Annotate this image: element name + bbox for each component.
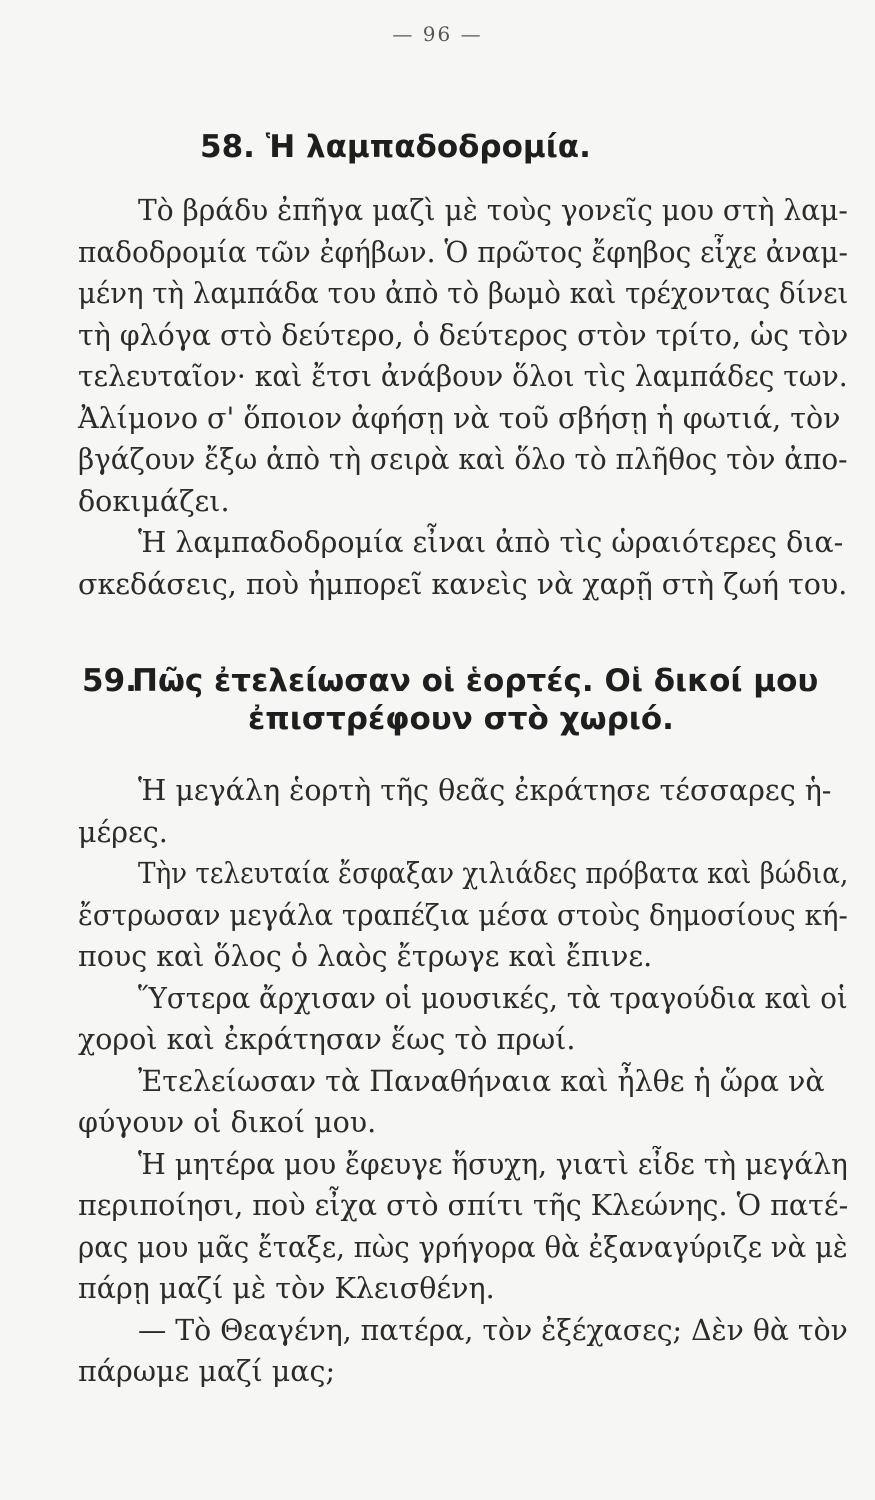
- section-58-heading: [200, 128, 835, 166]
- text-line: μένη τὴ λαμπάδα του ἀπὸ τὸ βωμὸ καὶ τρέχοντας δίνει: [78, 277, 849, 310]
- section-58-title: Ἡ λαμπαδοδρομία.: [265, 129, 591, 165]
- text-line: τὴ φλόγα στὸ δεύτερο, ὁ δεύτερος στὸν τρίτο, ὡς τὸν: [78, 318, 849, 352]
- paragraph: [78, 853, 848, 978]
- text-line: Ἡ μεγάλη ἑορτὴ τῆς θεᾶς ἐκράτησε τέσσαρες ἡ-: [138, 774, 832, 807]
- text-line: περιποίησι, ποὺ εἶχα στὸ σπίτι τῆς Κλεώνης. Ὁ πατέ-: [78, 1189, 849, 1222]
- text-line: πάρῃ μαζί μὲ τὸν Κλεισθένη.: [78, 1272, 495, 1305]
- text-line: φύγουν οἱ δικοί μου.: [78, 1106, 377, 1139]
- text-line: σκεδάσεις, ποὺ ἠμπορεῖ κανεὶς νὰ χαρῇ στὴ ζωή του.: [78, 567, 848, 601]
- text-line: δοκιμάζει.: [78, 484, 230, 518]
- text-line: Ὕστερα ἄρχισαν οἱ μουσικές, τὰ τραγούδια καὶ οἱ: [138, 981, 848, 1015]
- text-line: — Τὸ Θεαγένη, πατέρα, τὸν ἐξέχασες; Δὲν θὰ τὸν: [138, 1313, 848, 1347]
- section-59-body: [78, 770, 848, 1393]
- text-line: τελευταῖον· καὶ ἔτσι ἀνάβουν ὅλοι τὶς λαμπάδες των.: [78, 360, 848, 393]
- section-59-heading: [82, 662, 835, 738]
- paragraph: [78, 522, 848, 605]
- section-58-body: [78, 190, 848, 605]
- text-line: πους καὶ ὅλος ὁ λαὸς ἔτρωγε καὶ ἔπινε.: [78, 940, 653, 973]
- paragraph: [78, 770, 848, 853]
- paragraph: [78, 1061, 848, 1144]
- text-line: Ἐτελείωσαν τὰ Παναθήναια καὶ ἦλθε ἡ ὥρα νὰ: [138, 1064, 825, 1098]
- text-line: πάρωμε μαζί μας;: [78, 1355, 336, 1388]
- text-line: Ἡ λαμπαδοδρομία εἶναι ἀπὸ τὶς ὡραιότερες δια-: [138, 526, 844, 559]
- text-line: Τὸ βράδυ ἐπῆγα μαζὶ μὲ τοὺς γονεῖς μου στὴ λαμ-: [138, 194, 848, 227]
- section-58-number: 58.: [200, 129, 255, 165]
- text-line: χοροὶ καὶ ἐκράτησαν ἕως τὸ πρωί.: [78, 1023, 576, 1056]
- paragraph: [78, 1310, 848, 1393]
- paragraph: [78, 190, 848, 522]
- text-line: Ἀλίμονο σ' ὅποιον ἀφήσῃ νὰ τοῦ σβήσῃ ἡ φωτιά, τὸν: [78, 401, 841, 435]
- text-line: Τὴν τελευταία ἔσφαξαν χιλιάδες πρόβατα καὶ βώδια,: [138, 857, 849, 890]
- paragraph: [78, 1144, 848, 1310]
- text-line: παδοδρομία τῶν ἐφήβων. Ὁ πρῶτος ἔφηβος εἶχε ἀναμ-: [78, 235, 848, 269]
- page-number: — 96 —: [392, 22, 483, 46]
- paragraph: [78, 978, 848, 1061]
- text-line: βγάζουν ἔξω ἀπὸ τὴ σειρὰ καὶ ὅλο τὸ πλῆθος τὸν ἀπο-: [78, 443, 848, 476]
- section-59-number: 59.: [82, 663, 137, 699]
- text-line: μέρες.: [78, 815, 168, 849]
- section-59-title-line-2: ἐπιστρέφουν στὸ χωριό.: [248, 701, 674, 737]
- text-line: ἔστρωσαν μεγάλα τραπέζια μέσα στοὺς δημοσίους κή-: [78, 898, 848, 932]
- text-line: ρας μου μᾶς ἔταξε, πὼς γρήγορα θὰ ἐξαναγύριζε νὰ μὲ: [78, 1230, 848, 1264]
- text-line: Ἡ μητέρα μου ἔφευγε ἥσυχη, γιατὶ εἶδε τὴ μεγάλη: [138, 1147, 848, 1181]
- section-59-title-line-1: Πῶς ἐτελείωσαν οἱ ἑορτές. Οἱ δικοί μου: [132, 663, 819, 699]
